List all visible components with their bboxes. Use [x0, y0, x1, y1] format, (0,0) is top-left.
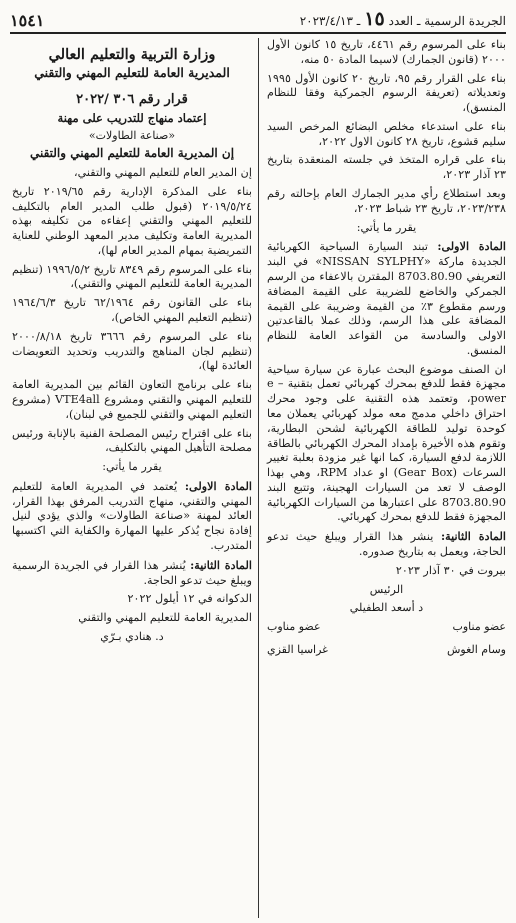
decides-heading: يقرر ما يأتي: [102, 460, 162, 474]
article-2 [267, 529, 506, 560]
right-column [259, 38, 506, 918]
gazette-name: الجريدة الرسمية ـ العدد [388, 14, 506, 28]
preamble-paragraph: وبعد استطلاع رأي مدير الجمارك العام بإحالته رقم ٢٠٢٣/٢٣٨، تاريخ ٢٣ شباط ٢٠٢٣، [267, 187, 506, 215]
ministry-title: وزارة التربية والتعليم العالي [48, 46, 216, 63]
article-2-text: ينشر هذا القرار ويبلغ حيث تدعو الحاجة، ويعمل به بتاريخ صدوره. [267, 530, 506, 558]
profession-name: «صناعة الطاولات» [88, 129, 176, 142]
issue-number: ١٥ [364, 8, 385, 30]
preamble-paragraph: بناء على استدعاء مخلص البضائع المرخص السيد سليم قشوع، تاريخ ٢٨ كانون الاول ٢٠٢٢، [267, 119, 506, 148]
columns [10, 38, 506, 918]
preamble-paragraph: بناء على القرار رقم ٩٥، تاريخ ٢٠ كانون الأول ١٩٩٥ وتعديلاته (تعريفة الرسوم الجمركية وفقا للنظام المنسق)، [267, 71, 506, 115]
body-paragraph: ان الصنف موضوع البحث عبارة عن سيارة سياحية مجهزة فقط للدفع بمحرك كهربائي تعمل بتقنية e – power، وتعتمد هذه التقنية على وجود محرك احتراق داخلي مدمج معه مولد كهربائي يعملان معا كوحدة توليد للطاقة الكهربائية لشحن البطارية، وتقوم هذه الأخيرة بإمداد المحرك الكهربائي بالطاقة اللازمة لدفع السيارة، كما انها غير مزودة بعلبة تغيير السرعات (Gear Box) او عداد RPM، وهي بهذا الوصف لا تعد من السيارات الهجينة، وتتبع البند 8703.80.90 على اعتبارها من السيارات الكهربائية المجهزة فقط للدفع بمحرك كهربائي. [267, 362, 506, 524]
page-number: ١٥٤١ [10, 11, 45, 30]
decision-number: قرار رقم ٣٠٦ /٢٠٢٢ [76, 92, 188, 107]
article-1 [267, 239, 506, 358]
member-name: وسام الغوش [446, 643, 506, 657]
intro-line: إن المدير العام للتعليم المهني والتقني، [73, 166, 252, 179]
article-2-label: المادة الثانية: [440, 529, 506, 544]
preamble-paragraph: بناء على المرسوم رقم ٨٣٤٩ تاريخ ١٩٩٦/٥/٢ (تنظيم المديرية العامة للتعليم المهني والتقني)، [12, 262, 252, 291]
decision-subject: إعتماد منهاج للتدريب على مهنة [57, 111, 207, 125]
place-date: الدكوانه في ١٢ أيلول ٢٠٢٢ [127, 592, 252, 606]
signer-org: المديرية العامة للتعليم المهني والتقني [78, 611, 252, 625]
article-2-label: المادة الثانية: [190, 557, 252, 572]
signer-name: د. هنادي بـرّي [100, 629, 164, 643]
left-column [12, 38, 259, 918]
preamble-paragraph: بناء على المذكرة الإدارية رقم ٢٠١٩/٦٥ تاريخ ٢٠١٩/٥/٢٤ (قبول طلب المدير العام بالتكليف للتعليم المهني والتقني إعفاءه من تكليفه بهذه المديرية العامة وتكليف مدير المعهد الوطني للعناية التمريضية بمهام المدير العام لها)، [12, 184, 252, 257]
president-title: الرئيس [369, 582, 404, 596]
preamble-paragraph: بناء على قراره المتخذ في جلسته المنعقدة بتاريخ ٢٣ آذار ٢٠٢٣، [267, 153, 506, 182]
member-titles-row [267, 620, 506, 633]
member-title: عضو مناوب [452, 620, 506, 634]
member-title: عضو مناوب [267, 620, 321, 634]
page-header [10, 6, 506, 34]
article-1-label: المادة الاولى: [437, 239, 506, 254]
member-names-row [267, 643, 506, 656]
place-date: بيروت في ٣٠ آذار ٢٠٢٣ [395, 563, 506, 577]
preamble-paragraph: بناء على القانون رقم ٦٢/١٩٦٤ تاريخ ١٩٦٤/٦/٣ (تنظيم التعليم المهني الخاص)، [12, 296, 252, 325]
issue-date: ـ ٢٠٢٣/٤/١٣ [299, 14, 361, 28]
article-1 [12, 479, 252, 554]
president-name: د أسعد الطفيلي [349, 601, 424, 615]
preamble-paragraph: بناء على برنامج التعاون القائم بين المديرية العامة للتعليم المهني والتقني ومشروع VTE4all (مشروع التعليم المهني والتقني للجميع في لبنان)، [12, 378, 252, 421]
decides-heading: يقرر ما يأتي: [356, 220, 417, 234]
issuer-line: إن المديرية العامة للتعليم المهني والتقني [29, 146, 235, 160]
article-1-label: المادة الاولى: [184, 478, 252, 493]
preamble-paragraph: بناء على اقتراح رئيس المصلحة الفنية بالإنابة ورئيس مصلحة التأهيل المهني بالتكليف، [12, 426, 252, 455]
article-2-text: يُنشر هذا القرار في الجريدة الرسمية ويبلغ حيث تدعو الحاجة. [12, 558, 252, 587]
directorate-title: المديرية العامة للتعليم المهني والتقني [34, 65, 230, 80]
article-2 [12, 558, 252, 589]
header-gazette-info [300, 8, 506, 30]
preamble-paragraph: بناء على المرسوم رقم ٤٤٦١، تاريخ ١٥ كانون الأول ٢٠٠٠ (قانون الجمارك) لاسيما المادة ٥٠ منه، [267, 38, 506, 66]
member-name: غراسيا القزي [267, 643, 328, 657]
article-1-text: تبند السيارة السياحية الكهربائية الجديدة ماركة «NISSAN SYLPHY» في البند التعريفي 8703.80.90 المقترن بالاعفاء من الرسم الجمركي والخاضع للضريبة على القيمة المضافة ورسم مقطوع ٣٪ من القيمة وضريبة على القيمة المضافة على هذا الرسم، وذلك عملا بالقاعدتين الاولى والسادسة من القواعد العامة للنظام المنسق. [267, 240, 506, 357]
article-1-text: يُعتمد في المديرية العامة للتعليم المهني والتقني، منهاج التدريب المرفق بهذا القرار، العائد لمهنة «صناعة الطاولات» والذي يؤدي لنيل إفادة نجاح يُذكر عليها المهارة والكفاية التي اكتسبها المتدرب. [12, 479, 252, 552]
preamble-paragraph: بناء على المرسوم رقم ٣٦٦٦ تاريخ ٢٠٠٠/٨/١٨ (تنظيم لجان المناهج والتدريب وتحديد التعويضات العائدة لها)، [12, 329, 252, 373]
